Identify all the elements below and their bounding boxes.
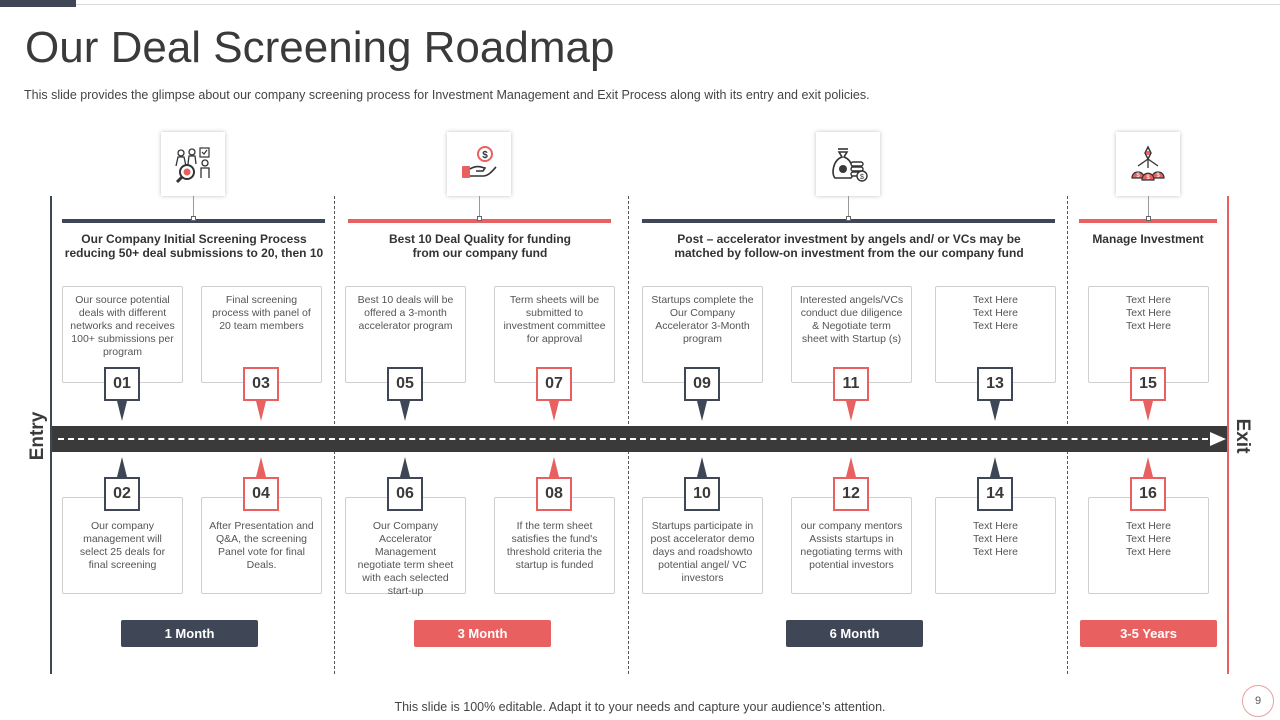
step-card: Text Here Text Here Text Here bbox=[935, 497, 1056, 594]
top-rule bbox=[76, 4, 1280, 5]
step-card: Term sheets will be submitted to investment committee for approval bbox=[494, 286, 615, 383]
exit-line bbox=[1227, 196, 1229, 674]
marker-pointer bbox=[990, 457, 1000, 477]
step-card: Our source potential deals with different networks and receives 100+ submissions per program bbox=[62, 286, 183, 383]
road-lane-markings bbox=[58, 438, 1208, 440]
step-number-marker: 03 bbox=[243, 367, 279, 401]
svg-text:$: $ bbox=[1146, 175, 1150, 181]
phase-heading: Best 10 Deal Quality for funding from our company fund bbox=[388, 232, 572, 260]
step-card: Startups complete the Our Company Accelerator 3-Month program bbox=[642, 286, 763, 383]
step-card: Our Company Accelerator Management negotiate term sheet with each selected start-up bbox=[345, 497, 466, 594]
step-number-marker: 11 bbox=[833, 367, 869, 401]
icon-connector bbox=[848, 196, 849, 218]
step-card: Text Here Text Here Text Here bbox=[1088, 286, 1209, 383]
marker-pointer bbox=[990, 401, 1000, 421]
step-card: Startups participate in post accelerator demo days and roadshowto potential angel/ VC investors bbox=[642, 497, 763, 594]
step-number-marker: 04 bbox=[243, 477, 279, 511]
top-accent-bar bbox=[0, 0, 76, 7]
duration-pill: 6 Month bbox=[786, 620, 923, 647]
marker-pointer bbox=[549, 457, 559, 477]
step-card: Text Here Text Here Text Here bbox=[935, 286, 1056, 383]
connector-dot bbox=[477, 216, 482, 221]
marker-pointer bbox=[697, 457, 707, 477]
step-number-marker: 08 bbox=[536, 477, 572, 511]
connector-dot bbox=[191, 216, 196, 221]
marker-pointer bbox=[400, 401, 410, 421]
connector-dot bbox=[1146, 216, 1151, 221]
step-number-marker: 12 bbox=[833, 477, 869, 511]
step-number-marker: 01 bbox=[104, 367, 140, 401]
marker-pointer bbox=[697, 401, 707, 421]
step-card: Our company management will select 25 deals for final screening bbox=[62, 497, 183, 594]
marker-pointer bbox=[117, 401, 127, 421]
marker-pointer bbox=[256, 457, 266, 477]
marker-pointer bbox=[117, 457, 127, 477]
step-number-marker: 15 bbox=[1130, 367, 1166, 401]
svg-text:$: $ bbox=[1136, 173, 1140, 179]
page-title: Our Deal Screening Roadmap bbox=[25, 23, 615, 72]
step-number-marker: 06 bbox=[387, 477, 423, 511]
phase-heading: Post – accelerator investment by angels and/ or VCs may be matched by follow-on investment from the our company fund bbox=[674, 232, 1024, 260]
money-bag-coins-icon bbox=[816, 132, 880, 196]
marker-pointer bbox=[1143, 401, 1153, 421]
step-card: If the term sheet satisfies the fund's threshold criteria the startup is funded bbox=[494, 497, 615, 594]
marker-pointer bbox=[846, 401, 856, 421]
connector-dot bbox=[846, 216, 851, 221]
exit-label: Exit bbox=[1232, 418, 1253, 454]
svg-text:$: $ bbox=[482, 150, 488, 161]
step-card: Text Here Text Here Text Here bbox=[1088, 497, 1209, 594]
step-number-marker: 13 bbox=[977, 367, 1013, 401]
step-number-marker: 05 bbox=[387, 367, 423, 401]
step-card: our company mentors Assists startups in negotiating terms with potential investors bbox=[791, 497, 912, 594]
entry-label: Entry bbox=[27, 411, 48, 461]
phase-heading: Our Company Initial Screening Process reducing 50+ deal submissions to 20, then 10 bbox=[64, 232, 324, 260]
marker-pointer bbox=[400, 457, 410, 477]
marker-pointer bbox=[1143, 457, 1153, 477]
hand-coin-icon bbox=[447, 132, 511, 196]
step-card: Final screening process with panel of 20 team members bbox=[201, 286, 322, 383]
marker-pointer bbox=[256, 401, 266, 421]
step-number-marker: 10 bbox=[684, 477, 720, 511]
duration-pill: 3-5 Years bbox=[1080, 620, 1217, 647]
duration-pill: 3 Month bbox=[414, 620, 551, 647]
duration-pill: 1 Month bbox=[121, 620, 258, 647]
marker-pointer bbox=[549, 401, 559, 421]
step-card: Best 10 deals will be offered a 3-month accelerator program bbox=[345, 286, 466, 383]
step-card: After Presentation and Q&A, the screening Panel vote for final Deals. bbox=[201, 497, 322, 594]
marker-pointer bbox=[846, 457, 856, 477]
step-number-marker: 09 bbox=[684, 367, 720, 401]
road-arrow-icon bbox=[1210, 432, 1226, 446]
svg-text:$: $ bbox=[1156, 173, 1160, 179]
step-number-marker: 14 bbox=[977, 477, 1013, 511]
step-number-marker: 07 bbox=[536, 367, 572, 401]
svg-text:$: $ bbox=[860, 174, 864, 181]
icon-connector bbox=[479, 196, 480, 218]
investment-network-icon bbox=[1116, 132, 1180, 196]
page-number: 9 bbox=[1242, 685, 1274, 717]
icon-connector bbox=[1148, 196, 1149, 218]
step-card: Interested angels/VCs conduct due diligence & Negotiate term sheet with Startup (s) bbox=[791, 286, 912, 383]
footer-note: This slide is 100% editable. Adapt it to your needs and capture your audience’s attention. bbox=[394, 700, 886, 714]
step-number-marker: 02 bbox=[104, 477, 140, 511]
team-search-icon bbox=[161, 132, 225, 196]
step-number-marker: 16 bbox=[1130, 477, 1166, 511]
phase-heading: Manage Investment bbox=[1092, 232, 1204, 246]
page-subtitle: This slide provides the glimpse about our company screening process for Investment Management and Exit Process along with its entry and exit policies. bbox=[24, 88, 870, 102]
icon-connector bbox=[193, 196, 194, 218]
